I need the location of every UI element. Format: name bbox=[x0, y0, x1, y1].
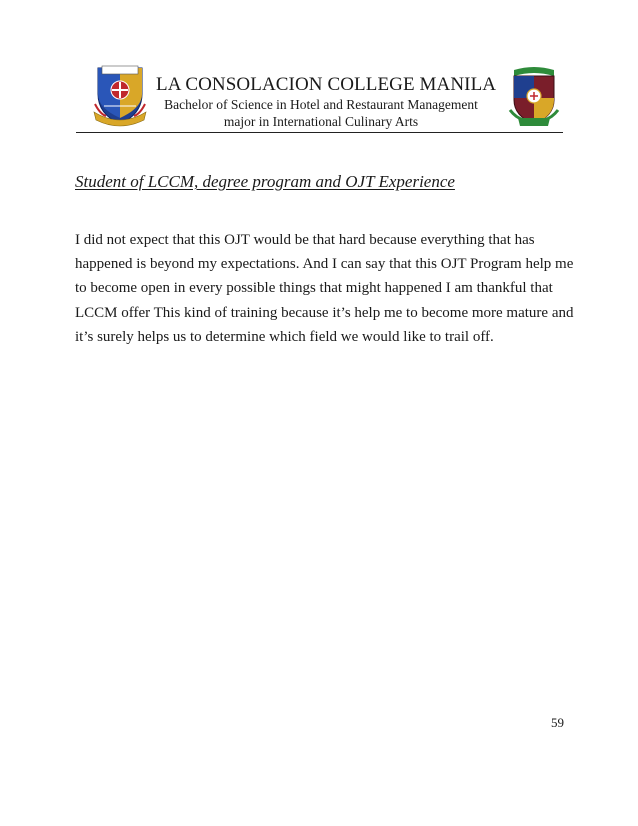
college-name: LA CONSOLACION COLLEGE MANILA bbox=[156, 74, 497, 95]
letterhead-text bbox=[156, 74, 497, 130]
letterhead bbox=[76, 62, 563, 133]
page-number: 59 bbox=[551, 715, 564, 730]
degree-program-line: Bachelor of Science in Hotel and Restaurant Management bbox=[164, 97, 478, 112]
paragraph-line: LCCM offer This kind of training because it’s help me to become more mature and bbox=[75, 304, 574, 321]
paragraph-line: it’s surely helps us to determine which field we would like to trail off. bbox=[75, 328, 494, 345]
paragraph-line: to become open in every possible things that might happened I am thankful that bbox=[75, 280, 553, 297]
section-heading: Student of LCCM, degree program and OJT Experience bbox=[75, 172, 455, 191]
college-crest-logo bbox=[92, 64, 148, 128]
major-line: major in International Culinary Arts bbox=[223, 114, 419, 129]
reflection-paragraph bbox=[75, 228, 574, 349]
paragraph-line: I did not expect that this OJT would be that hard because everything that has bbox=[75, 232, 535, 248]
department-seal-logo bbox=[508, 66, 560, 128]
paragraph-line: happened is beyond my expectations. And I can say that this OJT Program help me bbox=[75, 256, 574, 273]
